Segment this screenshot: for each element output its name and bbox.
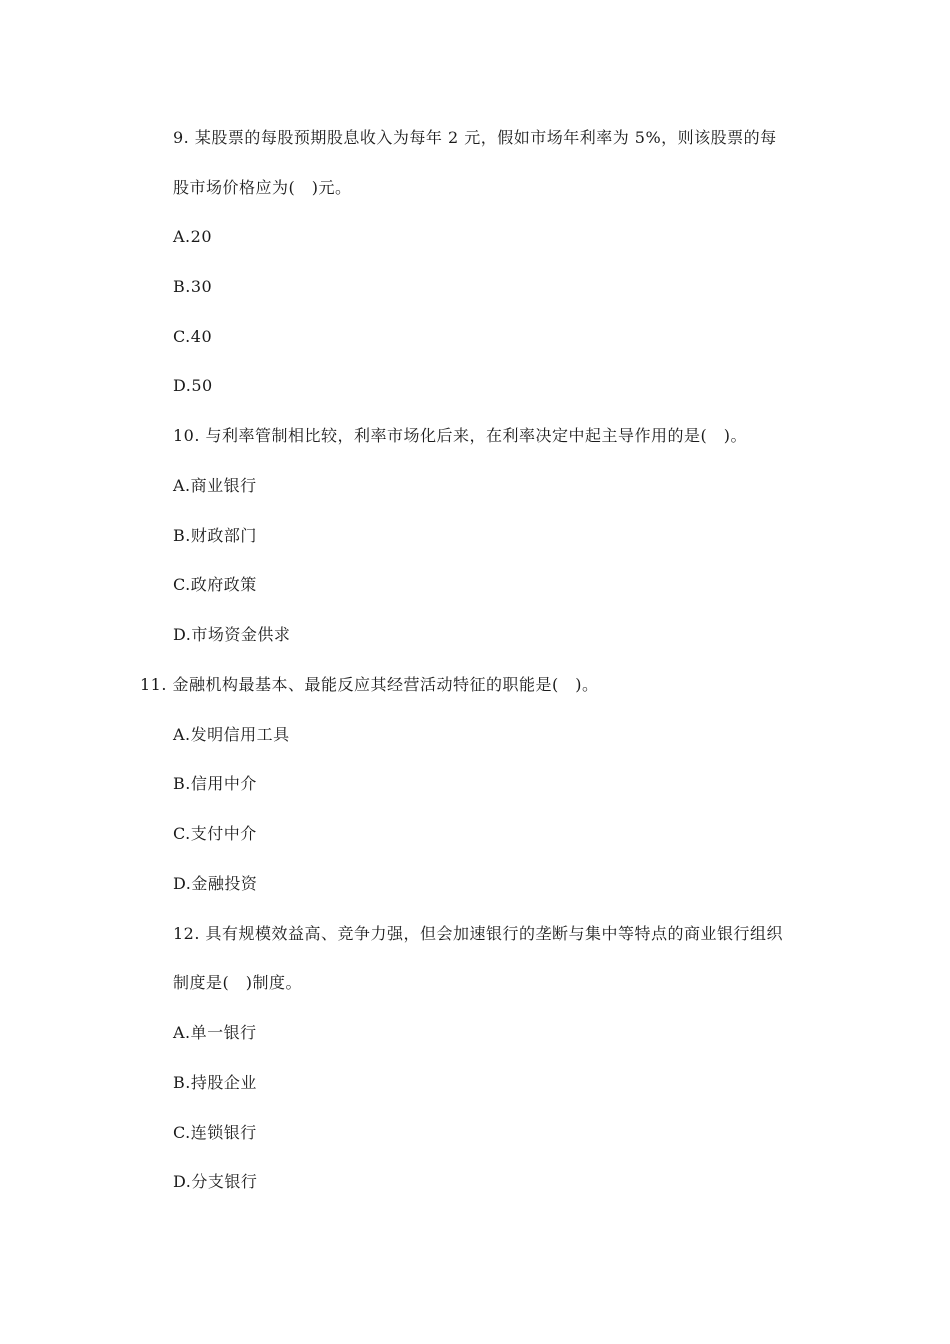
question-9-option-a: A.20 [173, 227, 212, 246]
question-10-stem: 10. 与利率管制相比较，利率市场化后来，在利率决定中起主导作用的是( )。 [173, 426, 748, 445]
question-9-option-d: D.50 [173, 376, 213, 395]
question-12-option-c: C.连锁银行 [173, 1123, 257, 1142]
question-11-option-a: A.发明信用工具 [173, 725, 290, 744]
question-9-option-c: C.40 [173, 327, 213, 346]
question-11-option-d: D.金融投资 [173, 874, 258, 893]
question-10-option-b: B.财政部门 [173, 526, 257, 545]
question-10-option-c: C.政府政策 [173, 575, 257, 594]
question-11-option-c: C.支付中介 [173, 824, 257, 843]
question-11-stem: 11. 金融机构最基本、最能反应其经营活动特征的职能是( )。 [140, 675, 599, 694]
question-9-option-b: B.30 [173, 277, 213, 296]
question-9-stem-line-2: 股市场价格应为( )元。 [173, 178, 352, 197]
question-12-stem-line-1: 12. 具有规模效益高、竞争力强，但会加速银行的垄断与集中等特点的商业银行组织 [173, 924, 784, 943]
question-9-stem-line-1: 9. 某股票的每股预期股息收入为每年 2 元，假如市场年利率为 5%，则该股票的每 [173, 128, 777, 147]
question-10-option-a: A.商业银行 [173, 476, 257, 495]
question-10-option-d: D.市场资金供求 [173, 625, 291, 644]
question-11-option-b: B.信用中介 [173, 774, 257, 793]
question-12-option-d: D.分支银行 [173, 1172, 258, 1191]
question-12-option-b: B.持股企业 [173, 1073, 257, 1092]
question-12-option-a: A.单一银行 [173, 1023, 257, 1042]
question-12-stem-line-2: 制度是( )制度。 [173, 973, 302, 992]
